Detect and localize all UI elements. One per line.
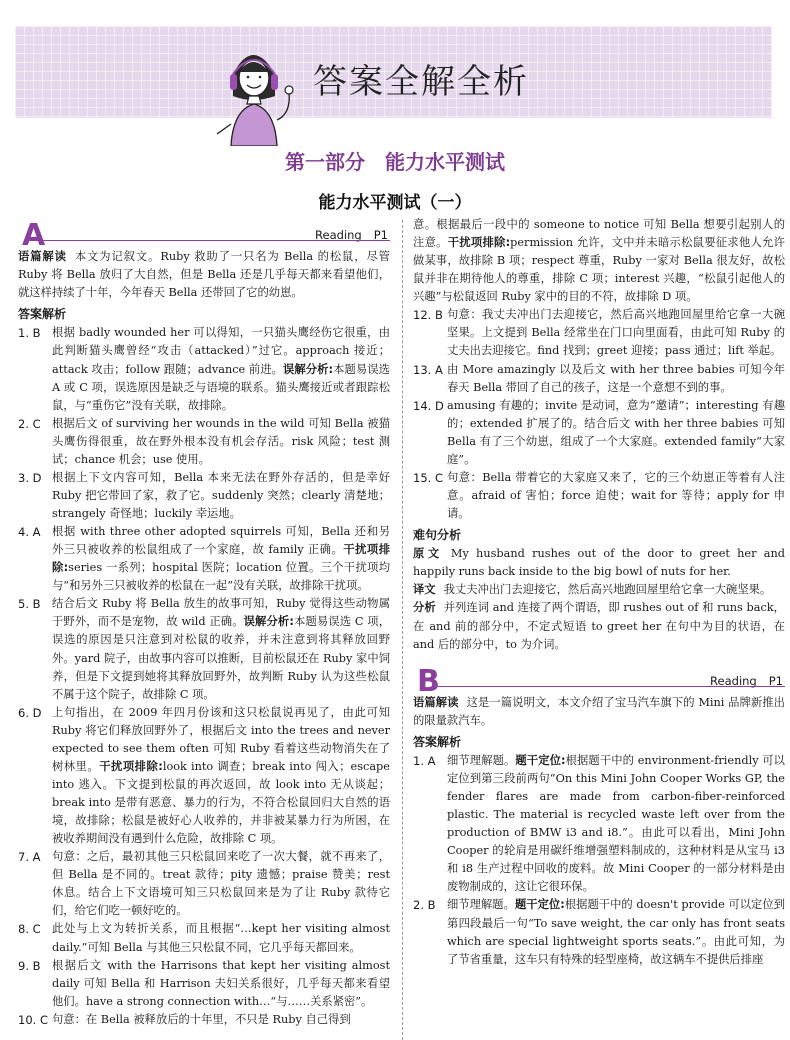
answer-item: 7. A 句意：之后，最初其他三只松鼠回来吃了一次大餐，就不再来了，但 Bella 是不同的。treat 款待；pity 遗憾；praise 赞美；rest 休息。结合上下文语境可知三只松鼠回来是为了让 Ruby 款待它们，给它们吃一顿好吃的。 [18, 850, 390, 918]
answer-item: 13. A 由 More amazingly 以及后文 with her three babies 可知今年春天 Bella 带回了自己的孩子，这是一个意想不到的事。 [413, 362, 785, 394]
ref-page: P1 [373, 228, 388, 242]
continuation-text: 意。根据最后一段中的 someone to notice 可知 Bella 想要引起别人的注意。干扰项排除:permission 允许，文中并未暗示松鼠要征求他人允许做某事，故排除 B 项；respect 尊重，Ruby 一家对 Bella 很友好，故松鼠并非在期待他人的尊重，排除 C 项；interest 兴趣，“松鼠引起他人的兴趣”与松鼠返回 Ruby 家中的目的不符，故排除 D 项。 [413, 218, 785, 304]
answer-item: 4. A 根据 with three other adopted squirrels 可知，Bella 还和另外三只被收养的松鼠组成了一个家庭，故 family 正确。干扰项排除:series 一系列；hospital 医院；location 位置。三个干扰项均与“和另外三只被收养的松鼠在一起”没有关联，故排除干扰项。 [18, 525, 390, 593]
section-b-letter: B [417, 663, 440, 699]
answer-item: 14. D amusing 有趣的；invite 是动词，意为“邀请”；interesting 有趣的；extended 扩展了的。结合后文 with her three babies 可知 Bella 有了三个幼崽，组成了一个大家庭。extended family“大家庭”。 [413, 398, 785, 466]
ref-label: Reading [710, 673, 757, 688]
answer-item: 2. B 细节理解题。题干定位:根据题干中的 doesn't provide 可以定位到第四段最后一句“To save weight, the car only has front seats which are special lightweight sports seats.”。由此可知，为了节省重量，这车只有特殊的轻型座椅，故这辆车不提供后排座 [413, 898, 785, 966]
column-divider [402, 220, 403, 1040]
section-b-header [413, 662, 785, 699]
part-title: 第一部分 能力水平测试 [285, 150, 505, 174]
answer-item: 2. C 根据后文 of surviving her wounds in the wild 可知 Bella 被猫头鹰伤得很重，故在野外根本没有机会存活。risk 风险；test 测试；chance 机会；use 使用。 [18, 416, 390, 466]
mascot-girl-icon [203, 34, 303, 146]
section-b-summary: 语篇解读 这是一篇说明文，本文介绍了宝马汽车旗下的 Mini 品牌新推出的限量款汽车。 [413, 695, 785, 727]
section-a-header [18, 216, 390, 253]
section-a-ref [303, 226, 388, 244]
answer-item: 8. C 此处与上文为转折关系，而且根据“…kept her visiting almost daily.”可知 Bella 与其他三只松鼠不同，它几乎每天都回来。 [18, 922, 390, 954]
section-a-answers-heading: 答案解析 [18, 307, 67, 322]
answer-item: 9. B 根据后文 with the Harrisons that kept her visiting almost daily 可知 Bella 和 Harrison 夫妇关系很好，几乎每天都来看望他们。have a strong connection with…“与……关系紧密”。 [18, 958, 390, 1008]
right-column [413, 216, 785, 969]
section-b-answers-heading: 答案解析 [413, 734, 462, 749]
section-a-letter: A [22, 218, 46, 253]
section-b-ref [698, 672, 783, 690]
left-column [18, 216, 390, 1029]
analysis-sentence: 分析 并列连词 and 连接了两个谓语，即 rushes out of 和 runs back，在 and 前的部分中，不定式短语 to greet her 在句中为目的状语，在 and 后的部分中，to 为介词。 [413, 601, 785, 651]
answer-item: 15. C 句意：Bella 带着它的大家庭又来了，它的三个幼崽正等着有人注意。afraid of 害怕；force 迫使；wait for 等待；apply for 申请。 [413, 470, 785, 520]
answer-item: 10. C 句意：在 Bella 被释放后的十年里，不只是 Ruby 自己得到 [18, 1012, 351, 1027]
answer-item: 6. D 上句指出，在 2009 年四月份该和这只松鼠说再见了，由此可知 Ruby 将它们释放回野外了，根据后文 into the trees and never expected to see them often 可知 Ruby 看着这些动物消失在了树林里。干扰项排除:look into 调查；break into 闯入；escape into 逃入。下文提到松鼠的再次返回，故 look into 无从谈起；break into 是带有恶意、暴力的行为，不符合松鼠回归大自然的语境，故排除；松鼠是被好心人收养的，并非被某暴力行为所困，在被收养期间没有遇到什么危险，故排除 C 项。 [18, 705, 390, 846]
test-title: 能力水平测试（一） [318, 193, 472, 213]
answer-item: 1. B 根据 badly wounded her 可以得知，一只猫头鹰经伤它很重，由此判断猫头鹰曾经“攻击（attacked）”过它。approach 接近；attack 攻击；follow 跟随；advance 前进。误解分析:本题易误选 A 或 C 项，误选原因是缺乏与语境的联系。猫头鹰接近或者跟踪松鼠，与“重伤它”没有关联，故排除。 [18, 326, 390, 412]
answer-item: 12. B 句意：我丈夫冲出门去迎接它，然后高兴地跑回屋里给它拿一大碗坚果。上文提到 Bella 经常坐在门口向里面看，由此可知 Ruby 的丈夫出去迎接它。find 找到；greet 迎接；pass 通过；lift 举起。 [413, 308, 785, 358]
translation-sentence: 译文 我丈夫冲出门去迎接它，然后高兴地跑回屋里给它拿一大碗坚果。 [413, 583, 772, 597]
original-sentence: 原文 My husband rushes out of the door to greet her and happily runs back inside to the big bowl of nuts for her. [413, 547, 785, 579]
answer-item: 5. B 结合后文 Ruby 将 Bella 放生的故事可知，Ruby 觉得这些动物属于野外，而不是宠物，故 wild 正确。误解分析:本题易误选 C 项，误选的原因是只注意到对松鼠的收养，并未注意到将其释放回野外。yard 院子，由故事内容可以推断，目前松鼠还在 Ruby 家中饲养，但是下文提到她将其释放回野外，故判断 Ruby 认为这些松鼠不属于这个院子，故排除 C 项。 [18, 597, 390, 701]
banner-title: 答案全解全析 [313, 62, 529, 102]
ref-label: Reading [315, 228, 362, 242]
section-b-rule [437, 686, 785, 687]
answer-item: 1. A 细节理解题。题干定位:根据题干中的 environment-friendly 可以定位到第三段前两句“On this Mini John Cooper Works GP, the fender flares are made from carbon-fiber-reinforced plastic. The material is recycled waste left over from the production of BMW i3 and i8.”。由此可以看出，Mini John Cooper 的轮肩是用碳纤维增强塑料制成的，这种材料是从宝马 i3 和 i8 生产过程中回收的废料。故 Mini Cooper 的一部分材料是由废物制成的，这让它很环保。 [413, 753, 785, 894]
ref-page: P1 [768, 673, 783, 688]
answer-item: 3. D 根据上下文内容可知，Bella 本来无法在野外存活的，但是幸好 Ruby 把它带回了家，救了它。suddenly 突然；clearly 清楚地；strangely 奇怪地；luckily 幸运地。 [18, 470, 390, 520]
header-banner [15, 26, 772, 118]
difficult-sentence-heading: 难句分析 [413, 528, 462, 543]
section-a-summary: 语篇解读 本文为记叙文。Ruby 救助了一只名为 Bella 的松鼠，尽管 Ruby 将 Bella 放归了大自然，但是 Bella 还是几乎每天都来看望他们，就这样持续了十年，今年春天 Bella 还带回了它的幼崽。 [18, 250, 390, 300]
section-a-rule [42, 240, 390, 241]
